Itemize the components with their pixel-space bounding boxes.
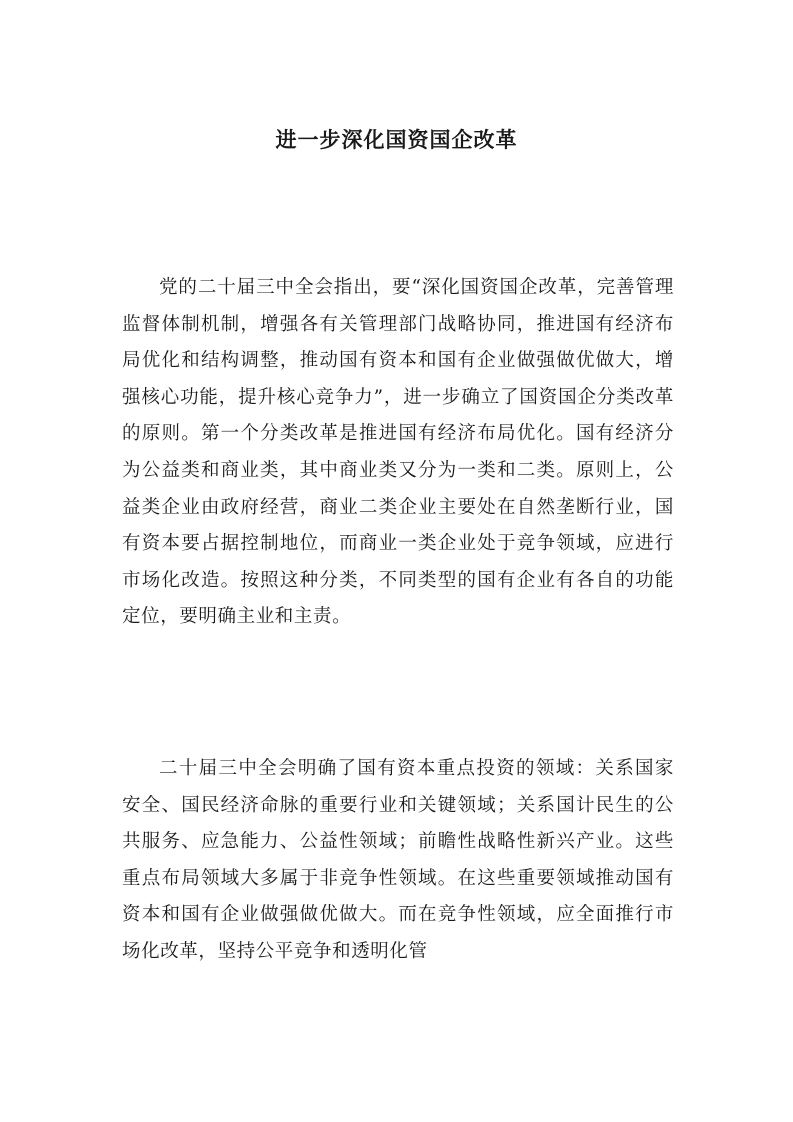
paragraph-1: 党的二十届三中全会指出，要“深化国资国企改革，完善管理监督体制机制，增强各有关管理部门战略协同，推进国有经济布局优化和结构调整，推动国有资本和国有企业做强做优做大，增强核心功能，提升核心竞争力”，进一步确立了国资国企分类改革的原则。第一个分类改革是推进国有经济布局优化。国有经济分为公益类和商业类，其中商业类又分为一类和二类。原则上，公益类企业由政府经营，商业二类企业主要处在自然垄断行业，国有资本要占据控制地位，而商业一类企业处于竞争领域，应进行市场化改造。按照这种分类，不同类型的国有企业有各自的功能定位，要明确主业和主责。 xyxy=(122,277,674,628)
document-title: 进一步深化国资国企改革 xyxy=(275,128,518,152)
paragraph-2: 二十届三中全会明确了国有资本重点投资的领域：关系国家安全、国民经济命脉的重要行业和关键领域；关系国计民生的公共服务、应急能力、公益性领域；前瞻性战略性新兴产业。这些重点布局领域大多属于非竞争性领域。在这些重要领域推动国有资本和国有企业做强做优做大。而在竞争性领域，应全面推行市场化改革，坚持公平竞争和透明化管 xyxy=(122,758,674,962)
